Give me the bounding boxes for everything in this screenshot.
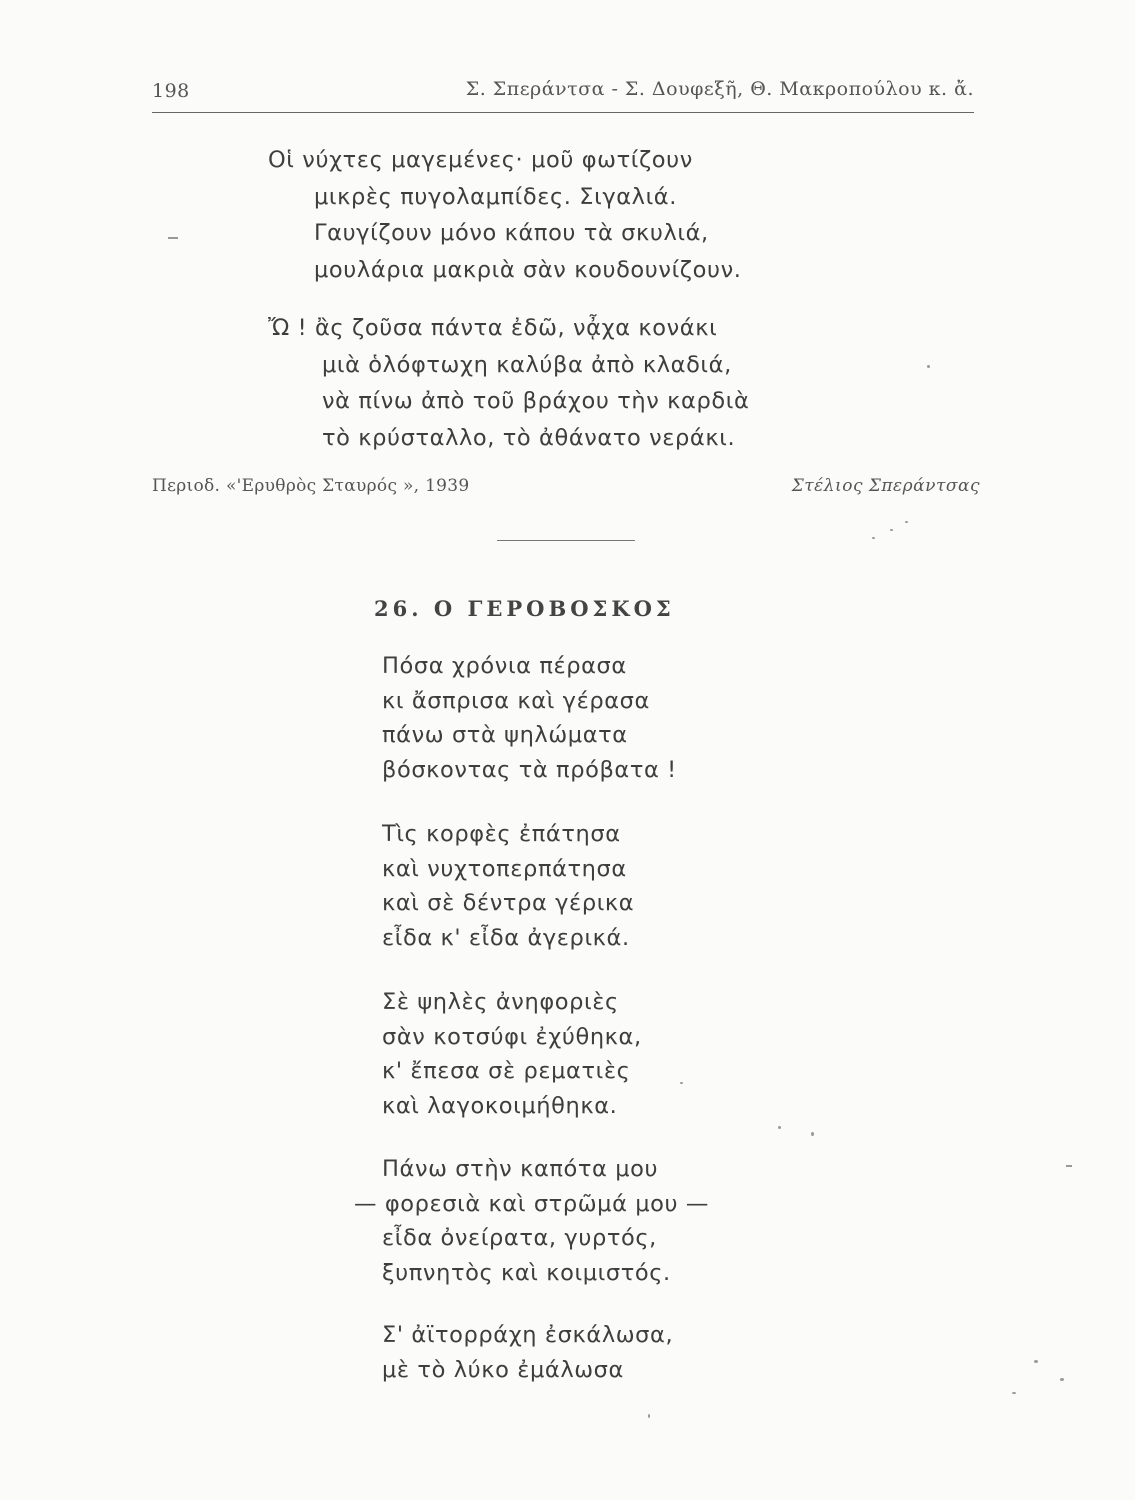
verse-line: μουλάρια μακριὰ σὰν κουδουνίζουν.: [314, 256, 742, 283]
speck: [890, 529, 893, 531]
verse-line: εἶδα κ' εἶδα ἀγερικά.: [382, 924, 630, 951]
verse-line: — φορεσιὰ καὶ στρῶμά μου —: [354, 1190, 710, 1217]
header-rule: [152, 112, 974, 113]
speck: [1034, 1360, 1038, 1363]
verse-line: νὰ πίνω ἀπὸ τοῦ βράχου τὴν καρδιὰ: [322, 388, 750, 414]
verse-line: καὶ σὲ δέντρα γέρικα: [382, 890, 635, 916]
verse-line: καὶ νυχτοπερπάτησα: [382, 855, 627, 882]
verse-line: βόσκοντας τὰ πρόβατα !: [382, 756, 677, 783]
speck: [1060, 1378, 1064, 1381]
speck: [811, 1132, 814, 1136]
verse-line: ξυπνητὸς καὶ κοιμιστός.: [382, 1259, 671, 1286]
section-separator: [497, 540, 635, 541]
poem2-stanza-3: [382, 985, 642, 1123]
poem2-stanza-1: [382, 649, 677, 787]
verse-line: κι ἄσπρισα καὶ γέρασα: [382, 687, 650, 714]
poem2-stanza-5: [382, 1318, 673, 1387]
verse-line: μικρὲς πυγολαμπίδες. Σιγαλιά.: [314, 183, 677, 210]
verse-line: μιὰ ὁλόφτωχη καλύβα ἀπὸ κλαδιά,: [322, 351, 732, 378]
verse-line: κ' ἔπεσα σὲ ρεματιὲς: [382, 1058, 631, 1084]
verse-line: Πόσα χρόνια πέρασα: [382, 653, 627, 679]
speck: [905, 521, 908, 523]
verse-line: σὰν κοτσύφι ἐχύθηκα,: [382, 1023, 642, 1050]
running-header: [152, 76, 974, 110]
poem1-author: Στέλιος Σπεράντσας: [791, 476, 980, 496]
speck: [1066, 1165, 1072, 1167]
verse-line: Ὤ ! ἂς ζοῦσα πάντα ἐδῶ, νᾆχα κονάκι: [268, 315, 718, 341]
poem1-stanza-1: [268, 142, 742, 288]
speck: [778, 1126, 781, 1129]
verse-line: Οἱ νύχτες μαγεμένες· μοῦ φωτίζουν: [268, 147, 693, 173]
verse-line: Γαυγίζουν μόνο κάπου τὰ σκυλιά,: [314, 220, 709, 246]
verse-line: μὲ τὸ λύκο ἐμάλωσα: [382, 1356, 624, 1383]
verse-line: εἶδα ὀνείρατα, γυρτός,: [382, 1225, 657, 1251]
poem2-stanza-2: [382, 817, 634, 955]
speck: [680, 1082, 683, 1084]
speck: [648, 1414, 650, 1418]
verse-line: Πάνω στὴν καπότα μου: [382, 1156, 659, 1182]
poem1-attribution: [152, 476, 980, 504]
poem1-source: Περιοδ. «'Ερυθρὸς Σταυρός », 1939: [152, 476, 470, 496]
verse-line: Τὶς κορφὲς ἐπάτησα: [382, 821, 621, 847]
verse-line: Σ' ἀϊτορράχη ἐσκάλωσα,: [382, 1322, 674, 1348]
poem2-title: 26. Ο ΓΕΡΟΒΟΣΚΟΣ: [374, 596, 675, 621]
speck: [1012, 1392, 1016, 1394]
poem1-stanza-2: [268, 310, 749, 456]
verse-line: Σὲ ψηλὲς ἀνηφοριὲς: [382, 989, 619, 1015]
verse-line: τὸ κρύσταλλο, τὸ ἀθάνατο νεράκι.: [322, 424, 736, 451]
poem2-stanza-4: [354, 1152, 710, 1290]
page-number: 198: [152, 80, 190, 102]
speck: [927, 365, 930, 368]
speck: [168, 237, 178, 239]
speck: [872, 537, 875, 539]
running-title: Σ. Σπεράντσα - Σ. Δουφεξῆ, Θ. Μακροπούλου κ. ἄ.: [465, 78, 974, 100]
verse-line: πάνω στὰ ψηλώματα: [382, 722, 628, 748]
verse-line: καὶ λαγοκοιμήθηκα.: [382, 1092, 618, 1119]
